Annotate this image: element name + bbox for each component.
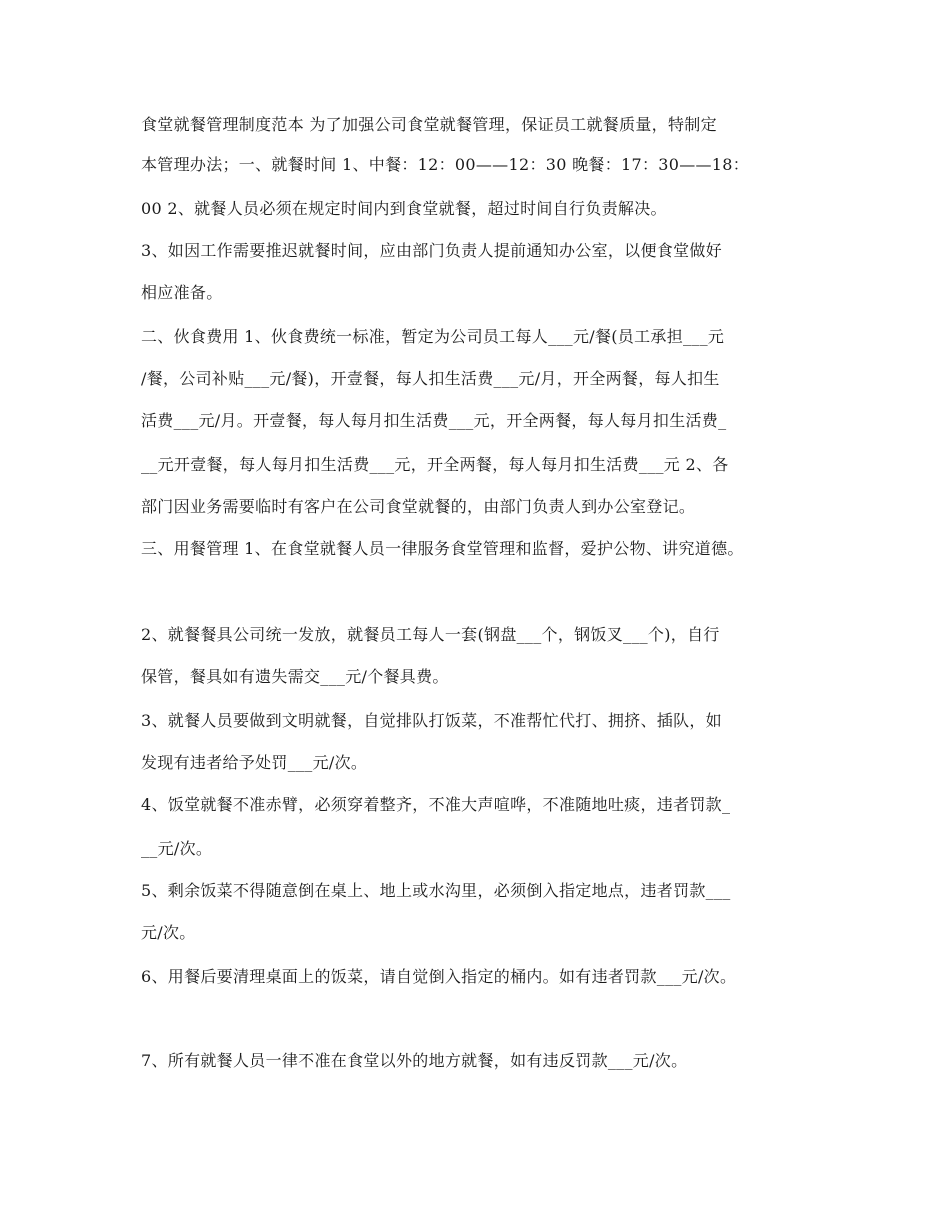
text-line: 三、用餐管理 1、在食堂就餐人员一律服务食堂管理和监督，爱护公物、讲究道德。 <box>141 539 744 558</box>
text-line: 相应准备。 <box>141 283 223 302</box>
text-line: 3、如因工作需要推迟就餐时间，应由部门负责人提前通知办公室，以便食堂做好 <box>141 241 722 260</box>
text-line: 保管，餐具如有遗失需交___元/个餐具费。 <box>141 667 449 686</box>
text-line: 发现有违者给予处罚___元/次。 <box>141 753 368 772</box>
text-line: 元/次。 <box>141 923 196 942</box>
text-line: 食堂就餐管理制度范本 为了加强公司食堂就餐管理，保证员工就餐质量，特制定 <box>141 115 717 134</box>
text-line: 2、就餐餐具公司统一发放，就餐员工每人一套(钢盘___个，钢饭叉___个)，自行 <box>141 625 720 644</box>
text-line: /餐，公司补贴___元/餐)，开壹餐，每人扣生活费___元/月，开全两餐，每人扣生 <box>141 369 720 388</box>
text-line: 活费___元/月。开壹餐，每人每月扣生活费___元，开全两餐，每人每月扣生活费_ <box>141 411 727 430</box>
text-line: 5、剩余饭菜不得随意倒在桌上、地上或水沟里，必须倒入指定地点，违者罚款___ <box>141 881 731 900</box>
text-line: 7、所有就餐人员一律不准在食堂以外的地方就餐，如有违反罚款___元/次。 <box>141 1051 688 1070</box>
text-line: 本管理办法；一、就餐时间 1、中餐：12：00——12：30 晚餐：17：30——18： <box>141 155 750 174</box>
text-line: 00 2、就餐人员必须在规定时间内到食堂就餐，超过时间自行负责解决。 <box>141 199 667 218</box>
text-line: 6、用餐后要清理桌面上的饭菜，请自觉倒入指定的桶内。如有违者罚款___元/次。 <box>141 967 737 986</box>
text-line: 4、饭堂就餐不准赤臂，必须穿着整齐，不准大声喧哗，不准随地吐痰，违者罚款_ <box>141 795 731 814</box>
text-line: 二、伙食费用 1、伙食费统一标准，暂定为公司员工每人___元/餐(员工承担___元 <box>141 327 725 346</box>
text-line: 部门因业务需要临时有客户在公司食堂就餐的，由部门负责人到办公室登记。 <box>141 497 696 516</box>
text-line: __元开壹餐，每人每月扣生活费___元，开全两餐，每人每月扣生活费___元 2、各 <box>141 455 729 474</box>
text-line: __元/次。 <box>141 839 213 858</box>
text-line: 3、就餐人员要做到文明就餐，自觉排队打饭菜，不准帮忙代打、拥挤、插队，如 <box>141 711 722 730</box>
